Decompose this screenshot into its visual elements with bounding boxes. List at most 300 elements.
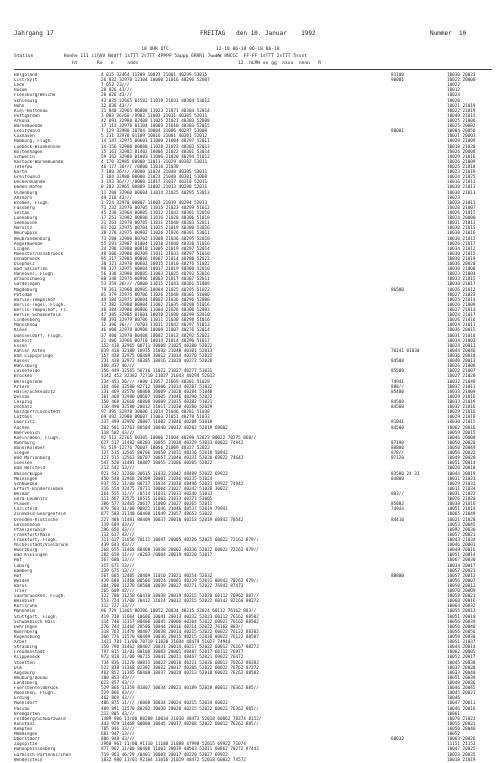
station-name: Augsburg xyxy=(14,670,35,676)
synop-data: 356 449 32565 50716 11022 21027 40277 51031 xyxy=(101,369,213,375)
synop-data: 0 202 32965 00809 11002 21013 40298 52011 xyxy=(101,185,208,191)
synop-data: 227 488 11481 80409 10037 20010 40213 52019 60842 70542 xyxy=(101,517,244,523)
synop-data: 705 946 13/// xyxy=(101,727,135,732)
station-name: Aachen xyxy=(14,425,30,431)
synop-data: 11 200 32960 00604 11014 21025 40295 53013 xyxy=(101,190,210,196)
extra-groups: 85400 xyxy=(391,389,404,395)
max-min-temps: 10056 20056 xyxy=(447,629,476,635)
station-name: Bonn/Roleber xyxy=(14,445,46,451)
synop-data: 118 502 43/// xyxy=(101,430,135,436)
column-header-line3: ht Rx n ndds 12 hLMH xx gg nxxx nnnn R xyxy=(14,61,321,66)
synop-data: 282 658 11/// /0203 /0004 20019 40220 53017 xyxy=(101,553,213,559)
max-min-temps: 10049 20020 xyxy=(447,456,476,462)
station-name: Diepholz xyxy=(14,262,35,268)
station-name: Garmisch-Partenkirchen xyxy=(14,752,71,758)
max-min-temps: 10030 21013 xyxy=(447,190,476,196)
synop-data: 4 170 32985 00000 11011 21029 40302 53011 xyxy=(101,159,208,165)
synop-data: 409 891 11570 80202 10030 20020 40215 52022 60022 76362 885// xyxy=(101,706,259,712)
station-name: Barus xyxy=(14,583,27,589)
max-min-temps: 10070 21022 xyxy=(447,716,476,722)
max-min-temps: 10023 21019 xyxy=(447,170,476,176)
station-name: Warnemuende xyxy=(14,124,43,130)
extra-groups: 84500 xyxy=(391,405,404,411)
max-min-temps: 10057 20021 xyxy=(447,532,476,538)
synop-data: 202 501 32763 80504 10040 20012 40282 52019 69602 xyxy=(101,425,228,431)
synop-data: 38 270 32975 00902 11026 21026 40301 53011 xyxy=(101,231,210,237)
max-min-temps: 10021 21019 xyxy=(447,103,476,109)
max-min-temps: 10046 20001 xyxy=(447,543,476,549)
synop-data: 977 962 11/00 80408 11003 20039 48503 52011 60862 70272 87442 xyxy=(101,747,259,753)
synop-data: 304 700 11270 60508 10039 20027 40271 52022 76942 87472 xyxy=(101,583,244,589)
max-min-temps: 10053 20045 xyxy=(447,522,476,528)
synop-data: 1142 452 32382 72710 11027 21043 40294 52012 xyxy=(101,374,215,380)
station-name: Oschatz xyxy=(14,405,33,411)
extra-groups: 88800 xyxy=(391,445,404,451)
station-name: Dresden-Klotzsche xyxy=(14,517,58,523)
extra-groups: 80001 xyxy=(391,129,404,135)
synop-data: 322 708 11258 60410 10038 20019 40215 52020 60112 76962 887// xyxy=(101,594,259,600)
report-date: FREITAG den 10. Januar 1992 xyxy=(200,30,316,37)
max-min-temps: 10031 21010 xyxy=(447,333,476,339)
synop-data: 380 853 43/// xyxy=(101,675,135,681)
station-name: Angermuende xyxy=(14,241,43,247)
max-min-temps: 10056 20007 xyxy=(447,578,476,584)
station-name: Luebeck-Blankensee xyxy=(14,144,61,150)
station-name: Feldberg/Schwarzwald xyxy=(14,716,66,722)
max-min-temps: 10025 20082 xyxy=(447,124,476,130)
station-name: Manschnow xyxy=(14,323,38,329)
extra-groups: 85500 xyxy=(391,369,404,375)
max-min-temps: 10020 20018 xyxy=(447,466,476,472)
synop-data: 386 577 32465 20617 11000 21027 40265 52011 xyxy=(101,502,213,508)
synop-data: 81 262 32975 00704 11025 21019 40300 53016 xyxy=(101,226,210,232)
synop-data: 529 866 43/// xyxy=(101,691,135,697)
synop-data: 127 515 12563 80707 10057 21040 40231 52020 69022 74642 xyxy=(101,456,244,462)
max-min-temps: 10027 21023 xyxy=(447,292,476,298)
synop-data: 264 555 11/// /0514 11031 21031 40240 51033 xyxy=(101,491,213,497)
max-min-temps: 10036 20020 xyxy=(447,262,476,268)
max-min-temps: 10044 20019 xyxy=(447,471,476,477)
station-name: Muehldorf xyxy=(14,701,38,707)
station-name: Teterow xyxy=(14,164,33,170)
volume-label: Jahrgang 17 xyxy=(14,30,54,37)
synop-data: 38 321 32970 00602 10015 21010 40276 51022 xyxy=(101,262,210,268)
synop-data: 26 032 32970 12304 10000 21016 40296 52007 xyxy=(101,78,210,84)
station-name: Berlin-Tempelhof, Fl. xyxy=(14,308,69,314)
station-name: Wasserkuppe xyxy=(14,471,43,477)
station-name: Ueckermuende xyxy=(14,180,46,186)
max-min-temps: 10027 21014 xyxy=(447,308,476,314)
synop-data: 164 460 32580 82712 10006 21034 40287 51032 xyxy=(101,384,213,390)
synop-data: 98 393 32979 00706 11011 21030 40298 51016 xyxy=(101,318,210,324)
station-name: Geisenheim xyxy=(14,522,40,528)
max-min-temps: 10012 xyxy=(447,88,460,94)
station-name: Stuttgart, Flugh. xyxy=(14,614,58,620)
max-min-temps: 10021 20003 xyxy=(447,134,476,140)
synop-data: 92 513 32765 60305 10006 21004 40298 52023 80022 70275 868// xyxy=(101,435,257,441)
max-min-temps: 10024 21011 xyxy=(447,323,476,329)
station-name: Soltau xyxy=(14,210,30,216)
max-min-temps: 10062 20016 xyxy=(447,425,476,431)
max-min-temps: 10023 xyxy=(447,195,460,201)
station-name: Arber xyxy=(14,640,27,646)
max-min-temps: 10020 xyxy=(447,98,460,104)
max-min-temps: 10045 20021 xyxy=(447,691,476,697)
synop-data: 439 643 43/// xyxy=(101,543,135,549)
synop-data: 212 542 13/// xyxy=(101,466,135,472)
synop-data: 839 418 32180 10915 11032 21048 40301 52013 xyxy=(101,348,213,354)
synop-data: 88 348 32975 00906 10003 21017 40307 52011 xyxy=(101,277,210,283)
synop-data: 2960 961 11/00 91110 11188 21088 47998 52015 69922 71074 xyxy=(101,742,246,748)
synop-data: 17 253 32982 00808 11016 21028 40306 51018 xyxy=(101,216,210,222)
synop-data: 806 948 43/// xyxy=(101,737,135,743)
station-name: Nuerburg xyxy=(14,440,35,446)
station-name: Muenster/Osnabrueck xyxy=(14,251,64,257)
column-header-line2: Station Hoehe 111 iihVV Nddff 1sTTT 2sTTT 4PPPP 5appp 6RRR1 7wwWW 8NCCC FF-FF 1sTTT 2sTTT 5ssst xyxy=(14,54,308,59)
synop-data: 314 740 11357 80406 10045 20006 40204 52022 60022 76162 88502 xyxy=(101,619,259,625)
max-min-temps: 10050 20013 xyxy=(447,583,476,589)
station-name: Fuerstenfeldbruck xyxy=(14,686,58,692)
synop-data: 5 131 32970 01109 10016 21001 40301 52012 xyxy=(101,134,208,140)
synop-data: 797 815 11/01 80108 10003 20001 48487 52017 60112 76977 xyxy=(101,650,244,656)
synop-data: 234 453 36/// /000 11057 21069 40301 51028 xyxy=(101,379,210,385)
max-min-temps: 10026 21009 xyxy=(447,302,476,308)
station-name: Frankfurt, Flugh. xyxy=(14,537,58,543)
synop-data: 3 224 32970 00807 11003 21019 40294 52013 xyxy=(101,200,208,206)
synop-data: 937 552 11/00 80717 11034 21036 48496 52021 69922 74942 xyxy=(101,481,244,487)
station-table xyxy=(14,73,500,763)
station-name: Bocholt xyxy=(14,338,33,344)
station-name: Boltenhagen xyxy=(14,149,43,155)
synop-data: 91 519 12776 70607 10056 21009 40327 52022 xyxy=(101,445,210,451)
synop-data: 81 379 32975 00706 11026 21048 40301 51000 xyxy=(101,292,210,298)
max-min-temps: 10063 20026 xyxy=(447,737,476,743)
max-min-temps: 10034 20017 xyxy=(447,563,476,569)
station-name: Arkona xyxy=(14,118,30,124)
max-min-temps: 10030 21015 xyxy=(447,226,476,232)
max-min-temps: 10058 20030 xyxy=(447,635,476,641)
station-name: Neubrandenburg xyxy=(14,236,51,242)
max-min-temps: 10033 21019 xyxy=(447,400,476,405)
max-min-temps: 10046 20045 xyxy=(447,686,476,692)
station-name: Bad Kissingen xyxy=(14,553,48,559)
max-min-temps: 10026 21015 xyxy=(447,210,476,216)
synop-data: 734 836 11270 80811 10022 20010 40221 52026 60012 76262 88302 xyxy=(101,660,259,666)
station-name: Oberstdorf xyxy=(14,737,40,743)
max-min-temps: 10032 21016 xyxy=(447,405,476,411)
synop-data: 318 763 11470 80407 10038 20014 40215 52022 60022 76122 88302 xyxy=(101,629,259,635)
max-min-temps: 10046 20008 xyxy=(447,435,476,441)
max-min-temps: 10045 20038 xyxy=(447,660,476,666)
station-name: Kahler Asten xyxy=(14,348,46,354)
synop-data: 46 177 36/// /0000 11016 21030 xyxy=(101,164,179,170)
extra-groups: 888// xyxy=(391,384,404,390)
station-name: Lueneburg xyxy=(14,216,38,222)
station-name: Lingen xyxy=(14,246,30,252)
station-name: Ulm xyxy=(14,665,22,671)
synop-data: 406 875 11/// /0808 10034 20024 40215 52034 60022 xyxy=(101,701,228,707)
synop-data: 71 232 32970 00705 11015 21023 40299 51012 xyxy=(101,205,210,211)
synop-data: 53 359 36/// /0000 11015 21043 40301 51009 xyxy=(101,282,210,288)
table-row xyxy=(14,758,500,763)
synop-data: 879 583 11/00 90821 11046 21046 48537 52019 79941 xyxy=(101,507,228,513)
synop-data: 1 083 36/60 /9903 11003 21011 40305 52011 xyxy=(101,113,208,119)
max-min-temps: 10034 21012 xyxy=(447,246,476,252)
station-name: Essen xyxy=(14,343,27,349)
max-min-temps: 10027 21020 xyxy=(447,374,476,380)
max-min-temps: 10050 20020 xyxy=(447,440,476,446)
station-name: Wuerzburg xyxy=(14,548,38,554)
extra-groups: 86500 xyxy=(391,287,404,293)
station-name: Weimar xyxy=(14,491,30,497)
max-min-temps: 10050 20049 xyxy=(447,445,476,451)
max-min-temps: 10024 20011 xyxy=(447,343,476,349)
max-min-temps: 10026 21020 xyxy=(447,497,476,503)
max-min-temps: 10034 21003 xyxy=(447,338,476,344)
synop-data: 97 495 32970 30806 11014 21046 40281 51030 xyxy=(101,410,210,416)
station-name: Kempten xyxy=(14,727,33,732)
station-name: Fassberg xyxy=(14,205,35,211)
synop-data: 42 091 32980 02408 11025 21021 40303 52008 xyxy=(101,118,210,124)
station-name: Leipzig xyxy=(14,400,33,405)
station-name: Bamberg xyxy=(14,568,33,574)
max-min-temps: 10048 20036 xyxy=(447,681,476,687)
max-min-temps: 10067 20030 xyxy=(447,558,476,564)
max-min-temps: 10060 20016 xyxy=(447,599,476,605)
synop-data: 112 637 43/// xyxy=(101,532,135,538)
max-min-temps: 10030 20023 xyxy=(447,73,476,78)
max-min-temps: 10030 21012 xyxy=(447,236,476,242)
max-min-temps: 10055 20012 xyxy=(447,609,476,615)
synop-data: 719 963 46/29 /0401 10003 20017 40220 52027 69922 xyxy=(101,752,228,758)
max-min-temps: 10030 21008 xyxy=(447,267,476,273)
station-name: Landsberg xyxy=(14,681,38,687)
synop-data: 973 818 11/00 90715 10041 20011 48467 52021 69022 76472 xyxy=(101,655,244,661)
max-min-temps: 10030 21017 xyxy=(447,282,476,288)
synop-data: 296 656 43/// xyxy=(101,527,135,533)
extra-groups: 83500 24 33 xyxy=(391,471,420,477)
station-name: Seehausen xyxy=(14,221,38,227)
max-min-temps: 10051 20014 xyxy=(447,553,476,559)
station-name: Koeln/Bonn, Flugh. xyxy=(14,435,61,441)
station-name: Wahlsburg xyxy=(14,364,38,370)
station-name: Schmuecke xyxy=(14,481,38,487)
station-name: List/Sylt xyxy=(14,78,38,84)
max-min-temps: 10051 21019 xyxy=(447,507,476,513)
station-name: Memmingen xyxy=(14,732,38,738)
station-name: Bremgarten xyxy=(14,711,40,717)
max-min-temps: 11151 21152 xyxy=(447,742,476,748)
max-min-temps: 10020 21007 xyxy=(447,205,476,211)
station-name: Oldenburg xyxy=(14,190,38,196)
synop-data: 73 280 32980 00702 11008 21036 40295 52010 xyxy=(101,236,210,242)
max-min-temps: 10030 21015 xyxy=(447,251,476,257)
station-name: Passau xyxy=(14,706,30,712)
synop-data: 48 306 32980 00709 11011 21033 40297 51010 xyxy=(101,251,210,257)
max-min-temps: 10016 21011 xyxy=(447,180,476,186)
synop-data: 4 015 32464 11209 10023 21001 40299 53015 xyxy=(101,73,208,78)
station-name: Berlin-Tempelhof xyxy=(14,297,56,303)
synop-data: 316 554 32475 70711 10004 21027 40242 51028 30022 xyxy=(101,486,228,492)
station-name: Flensburg/Weiche xyxy=(14,93,56,99)
max-min-temps: 10024 20000 xyxy=(447,216,476,222)
max-min-temps: 10029 21018 xyxy=(447,415,476,421)
synop-data: 46 400 32970 00908 10009 21007 40276 52014 xyxy=(101,328,210,334)
max-min-temps: 10024 21025 xyxy=(447,175,476,181)
extra-groups: 74941 xyxy=(391,379,404,385)
extra-groups: 84410 xyxy=(391,517,404,523)
extra-groups: 90001 xyxy=(391,78,404,84)
station-name: Siegen xyxy=(14,451,30,457)
station-name: Hannover, Flugh. xyxy=(14,272,56,278)
station-name: Lindenberg xyxy=(14,318,40,324)
max-min-temps: 10025 21006 xyxy=(447,118,476,124)
max-min-temps: 10036 20015 xyxy=(447,328,476,334)
station-name: Erfurt-Bindersleben xyxy=(14,486,64,492)
synop-data: 627 517 11482 80203 10055 21038 40229 53033 60022 74942 xyxy=(101,440,244,446)
station-name: Mannheim xyxy=(14,609,35,615)
max-min-temps: 10026 20008 xyxy=(447,149,476,155)
max-min-temps: 10057 20013 xyxy=(447,573,476,579)
synop-data: 49 384 32975 00804 10002 21036 40296 52000 xyxy=(101,297,210,303)
synop-data: 21 406 32966 00710 10014 21014 40290 51017 xyxy=(101,338,210,344)
max-min-temps: 10033 21015 xyxy=(447,277,476,283)
station-name: Straubing xyxy=(14,645,38,651)
max-min-temps: 10025 21014 xyxy=(447,297,476,303)
station-name: Nuernberg xyxy=(14,629,38,635)
max-min-temps: 10044 20014 xyxy=(447,645,476,651)
station-name: Zugspitze xyxy=(14,742,38,748)
issue-number: Nummer 10 xyxy=(430,30,467,37)
synop-data: 180 437 46/// xyxy=(101,364,135,370)
station-name: Stoetten xyxy=(14,660,35,666)
extra-groups: 60032 xyxy=(391,737,404,743)
station-name: Muenchen, Flugh. xyxy=(14,691,56,697)
station-name: Berlin-Tegel, Flugh. xyxy=(14,302,66,308)
synop-data: 357 671 13/// xyxy=(101,563,135,569)
station-name: Cuxhaven xyxy=(14,134,35,140)
station-name: Gera-Leumnitz xyxy=(14,497,48,503)
max-min-temps: 10032 21048 xyxy=(447,379,476,385)
max-min-temps: 10062 20005 xyxy=(447,650,476,656)
max-min-temps: 10043 21034 xyxy=(447,537,476,543)
synop-data: 56 338 32980 00805 11003 21025 40292 52016 xyxy=(101,272,210,278)
station-name: Greifswald xyxy=(14,129,40,135)
station-name: Schwerin xyxy=(14,154,35,160)
max-min-temps: 10048 20016 xyxy=(447,548,476,554)
station-name: Regensburg xyxy=(14,635,40,641)
max-min-temps: 10051 20010 xyxy=(447,614,476,620)
synop-data: 12 396 36/// /0703 11011 21042 40297 51013 xyxy=(101,323,210,329)
station-name: Schleswig xyxy=(14,98,38,104)
synop-data: 2 184 32980 00000 11023 21048 40301 51008 xyxy=(101,175,208,181)
station-name: Konstanz xyxy=(14,721,35,727)
max-min-temps: 10057 20021 xyxy=(447,568,476,574)
synop-data: 268 655 11468 80408 10038 20002 40236 52022 60022 72262 879// xyxy=(101,548,259,554)
station-name: Helgoland xyxy=(14,73,38,78)
station-name: Marnitz xyxy=(14,226,33,232)
station-name: Puttgarden xyxy=(14,113,40,119)
extra-groups: 85002 xyxy=(391,502,404,508)
max-min-temps: 10030 21019 xyxy=(447,256,476,262)
synop-data: 127 515 12565 80706 10050 21031 40236 52018 50942 xyxy=(101,451,228,457)
max-min-temps: 10026 21017 xyxy=(447,241,476,247)
max-min-temps: 10029 21016 xyxy=(447,154,476,160)
max-min-temps: 10031 21013 xyxy=(447,221,476,227)
synop-data: 157 430 32975 00409 10012 21014 40270 52021 xyxy=(101,354,213,360)
max-min-temps: 10025 21018 xyxy=(447,164,476,170)
extra-groups: 87120 xyxy=(391,456,404,462)
station-name: Neuruppin xyxy=(14,231,38,237)
synop-data: 37 382 32980 00904 11002 21035 40298 51016 xyxy=(101,302,210,308)
max-min-temps: 10031 21022 xyxy=(447,491,476,497)
station-name: Kleve xyxy=(14,328,27,334)
station-name: Erding xyxy=(14,696,30,702)
synop-data: 55 291 32987 01004 11010 21040 40338 51016 xyxy=(101,241,210,247)
synop-data: 12 036 43/// xyxy=(101,103,133,109)
station-name: Wendelstein xyxy=(14,757,43,763)
extra-groups: 70141 81030 xyxy=(391,348,420,354)
synop-data: 59 162 32980 01003 11006 21020 40294 51012 xyxy=(101,154,210,160)
max-min-temps: 10029 21031 xyxy=(447,481,476,487)
station-name: Magdeburg xyxy=(14,287,38,293)
station-name: Artern xyxy=(14,384,30,390)
synop-data: 28 026 43/// xyxy=(101,93,133,99)
station-name: Barth xyxy=(14,170,27,176)
synop-data: 1489 906 11/00 80208 10034 21030 48473 52018 60862 70374 8152/ xyxy=(101,716,262,722)
station-name: Weiden xyxy=(14,578,30,584)
synop-data: 462 852 11365 60408 10037 20020 40213 52018 60022 76262 88502 xyxy=(101,670,259,676)
synop-data: 37 400 32970 00408 10002 21013 40292 52022 xyxy=(101,333,210,339)
max-min-temps: 10018 21020 xyxy=(447,144,476,150)
synop-data: 419 738 11664 10606 10041 20013 40232 52023 60112 76162 88502 xyxy=(101,614,259,620)
synop-data: 522 838 11368 82302 10022 20017 40205 52022 60022 76762 87272 xyxy=(101,665,259,671)
synop-data: 116 490 32580 20812 11011 21030 40280 52029 xyxy=(101,405,213,411)
max-min-temps: 10022 21007 xyxy=(447,369,476,375)
header-rule xyxy=(14,69,492,70)
synop-data: 1431 781 11/00 70719 11038 21044 48479 51027 74944 xyxy=(101,640,231,646)
station-name: Kiel-Holtenau xyxy=(14,108,48,114)
station-name: Holzdorf/Lochstedt xyxy=(14,410,61,416)
synop-data: 31 040 32965 00000 11023 21071 40304 52014 xyxy=(101,108,210,114)
max-min-temps: 10055 20031 xyxy=(447,721,476,727)
station-name: Dessau xyxy=(14,394,30,400)
synop-data: 48 384 32980 00806 11004 21026 40300 52003 xyxy=(101,308,210,314)
station-name: Freudenstadt xyxy=(14,650,46,656)
max-min-temps: 10038 21016 xyxy=(447,502,476,508)
extra-groups: 88800 xyxy=(391,573,404,579)
station-name: Bad Salzuflen xyxy=(14,267,48,273)
max-min-temps: 10052 xyxy=(447,732,460,738)
synop-data: 350 790 11462 80402 10031 20014 40217 52022 60012 76167 88272 xyxy=(101,645,259,651)
synop-data: 14 147 32975 00601 11009 21004 40297 52011 xyxy=(101,139,210,145)
synop-data: 462 869 43/// xyxy=(101,696,135,702)
max-min-temps: 10051 20039 xyxy=(447,675,476,681)
station-name: Giessen xyxy=(14,461,33,467)
station-name: Duesseldorf, Flugh. xyxy=(14,333,64,339)
max-min-temps: 10029 21016 xyxy=(447,394,476,400)
station-name: Hof xyxy=(14,558,22,564)
extra-groups: 84500 xyxy=(391,359,404,365)
synop-data: 95 317 32985 00806 10007 21014 40280 52022 xyxy=(101,256,210,262)
station-name: Potsdam xyxy=(14,292,33,298)
extra-groups: 74944 xyxy=(391,507,404,513)
extra-groups: 883// xyxy=(391,491,404,497)
station-name: Plauen xyxy=(14,502,30,508)
synop-data: 69 492 32980 00607 11003 21051 40278 51033 xyxy=(101,415,210,421)
max-min-temps: 10030 21015 xyxy=(447,420,476,426)
station-name: Goerlitz xyxy=(14,420,35,426)
